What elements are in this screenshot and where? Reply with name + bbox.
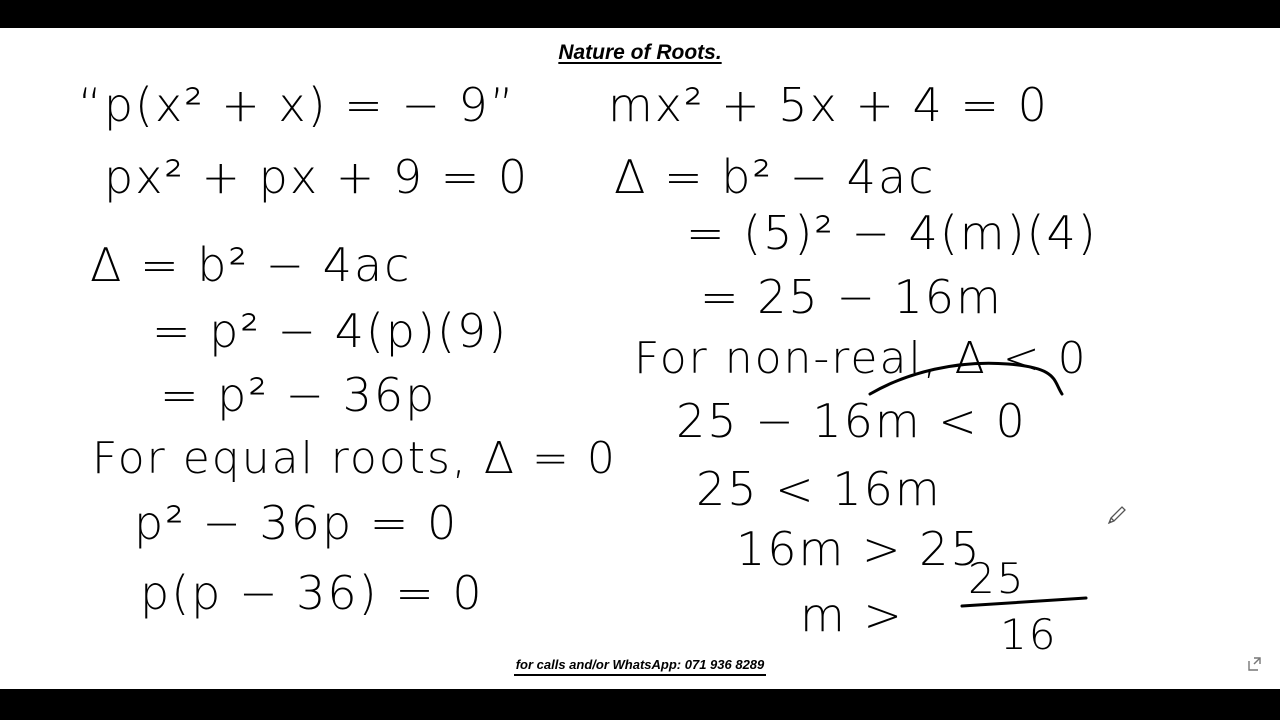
fraction-bar — [960, 594, 1090, 610]
right-line-7: 25 < 16m — [696, 462, 942, 516]
contact-footer: for calls and/or WhatsApp: 071 936 8289 — [0, 657, 1280, 672]
left-line-3: Δ = b² − 4ac — [90, 238, 412, 292]
left-line-5: = p² − 36p — [160, 368, 437, 422]
right-line-1: mx² + 5x + 4 = 0 — [608, 78, 1049, 132]
fraction-denominator: 16 — [1000, 610, 1058, 659]
left-line-8: p(p − 36) = 0 — [140, 566, 484, 620]
right-line-6: 25 − 16m < 0 — [676, 394, 1027, 448]
right-line-2: Δ = b² − 4ac — [614, 150, 936, 204]
left-line-2: px² + px + 9 = 0 — [104, 150, 530, 204]
left-line-6: For equal roots, Δ = 0 — [92, 433, 617, 484]
bottom-letterbox — [0, 689, 1280, 720]
fraction-prefix: m > — [800, 588, 904, 642]
right-line-4: = 25 − 16m — [700, 270, 1003, 324]
slide-title: Nature of Roots. — [558, 41, 722, 64]
left-line-7: p² − 36p = 0 — [134, 496, 459, 550]
left-line-1: “p(x² + x) = − 9” — [78, 78, 516, 132]
left-line-4: = p² − 4(p)(9) — [152, 304, 509, 358]
right-line-5: For non-real, Δ < 0 — [634, 333, 1088, 384]
fraction-numerator: 25 — [968, 554, 1026, 603]
right-line-3: = (5)² − 4(m)(4) — [686, 206, 1098, 260]
slide-canvas — [0, 28, 1280, 689]
top-letterbox — [0, 0, 1280, 28]
right-line-8: 16m > 25 — [736, 522, 982, 576]
pen-icon[interactable] — [1106, 504, 1128, 526]
